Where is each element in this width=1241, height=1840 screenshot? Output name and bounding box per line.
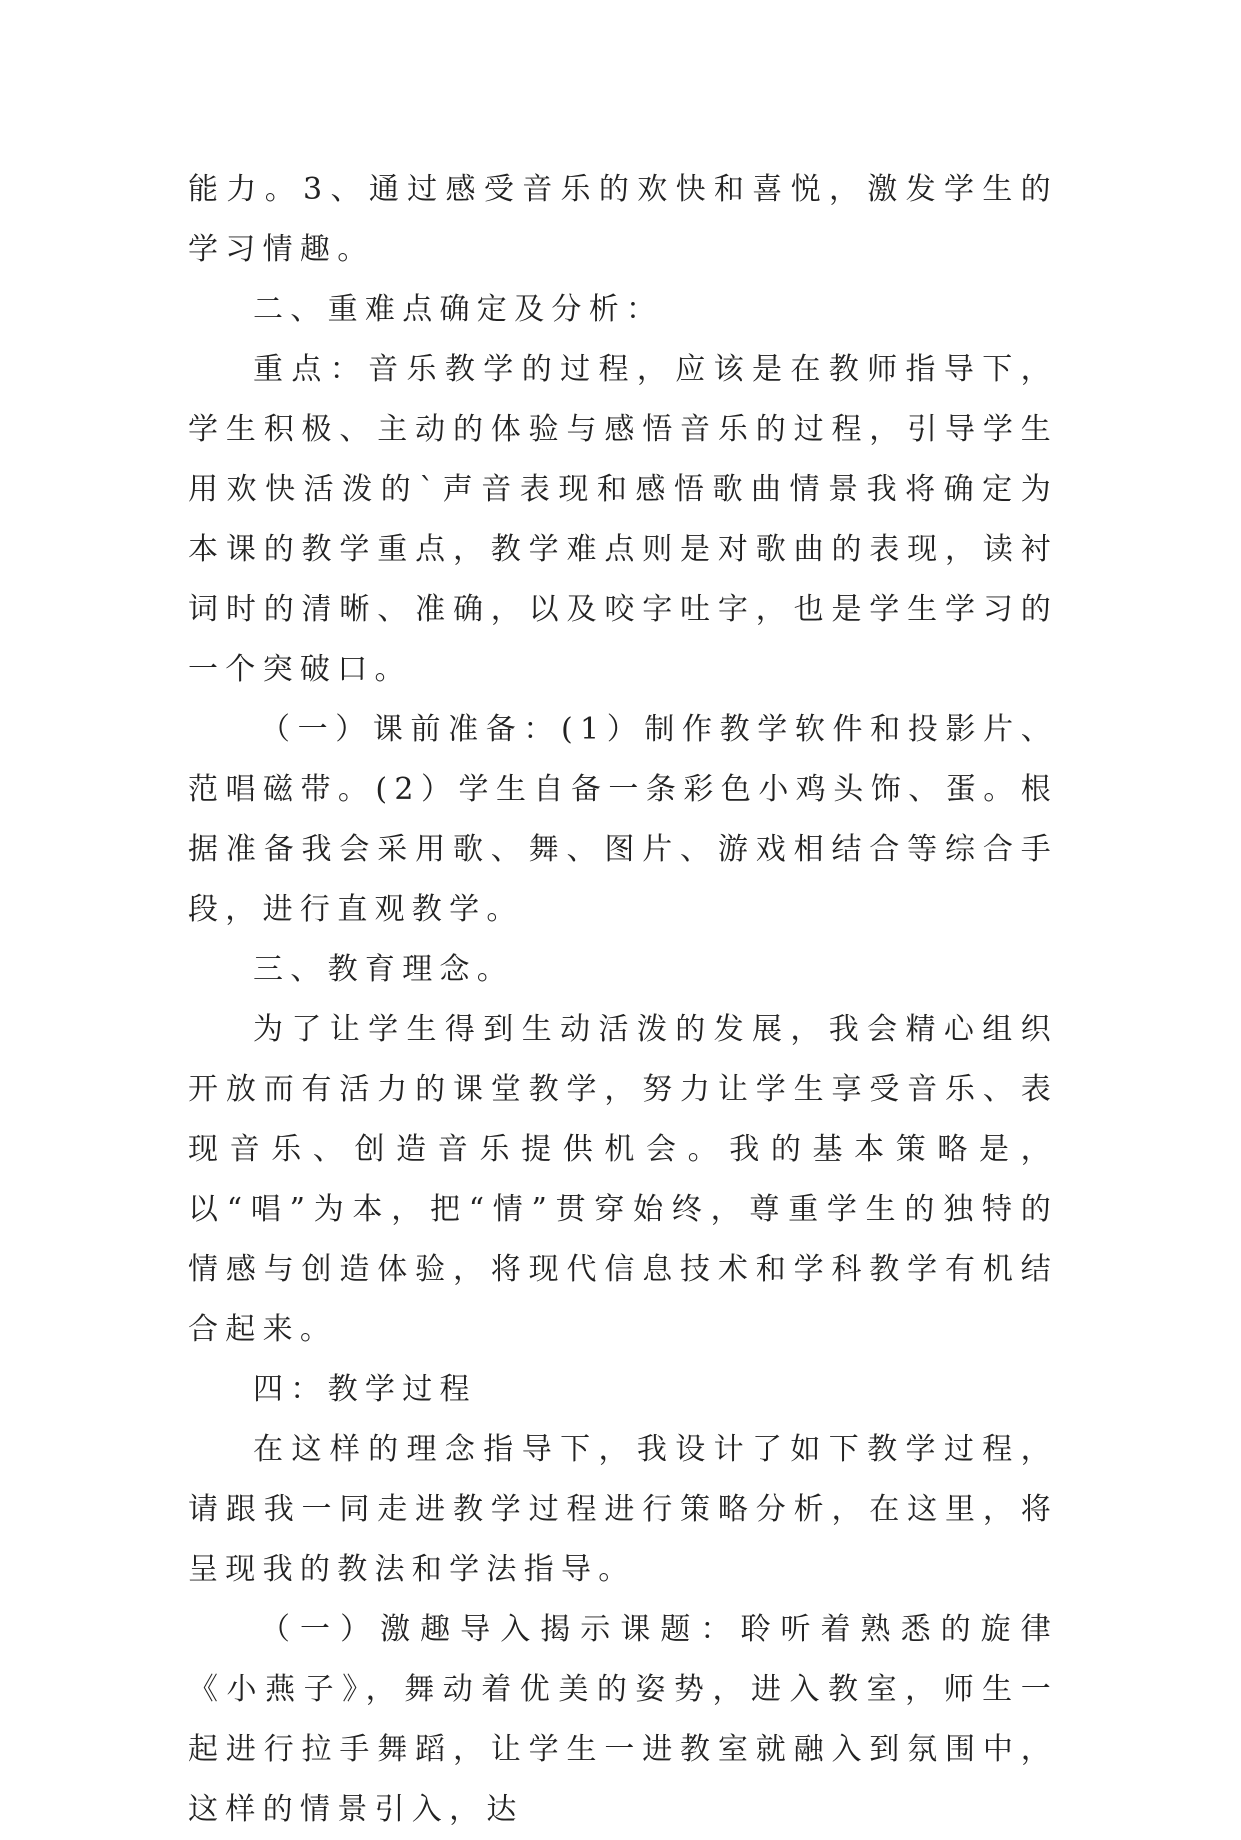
heading-philosophy: 三、教育理念。 (253, 952, 515, 987)
paragraph-key-points: 重点：音乐教学的过程，应该是在教师指导下，学生积极、主动的体验与感悟音乐的过程，引导学生用欢快活泼的`声音表现和感悟歌曲情景我将确定为本课的教学重点，教学难点则是对歌曲的表现，读衬词时的清晰、准确，以及咬字吐字，也是学生学习的一个突破口。 (188, 352, 1058, 687)
paragraph-teaching-process: 在这样的理念指导下，我设计了如下教学过程，请跟我一同走进教学过程进行策略分析，在这里，将呈现我的教法和学法指导。 (188, 1432, 1058, 1587)
paragraph-philosophy: 为了让学生得到生动活泼的发展，我会精心组织开放而有活力的课堂教学，努力让学生享受音乐、表现音乐、创造音乐提供机会。我的基本策略是，以“唱”为本，把“情”贯穿始终，尊重学生的独特的情感与创造体验，将现代信息技术和学科教学有机结合起来。 (188, 1012, 1058, 1347)
heading-key-points: 二、重难点确定及分析： (253, 292, 664, 327)
paragraph-introduction: （一）激趣导入揭示课题：聆听着熟悉的旋律《小燕子》，舞动着优美的姿势，进入教室，师生一起进行拉手舞蹈，让学生一进教室就融入到氛围中，这样的情景引入，达 (188, 1612, 1058, 1827)
document-page (188, 160, 1058, 1840)
heading-teaching-process: 四：教学过程 (253, 1372, 477, 1407)
paragraph-preparation: （一）课前准备：(1）制作教学软件和投影片、范唱磁带。(2）学生自备一条彩色小鸡头饰、蛋。根据准备我会采用歌、舞、图片、游戏相结合等综合手段，进行直观教学。 (188, 712, 1058, 927)
paragraph-ability-continuation: 能力。3、通过感受音乐的欢快和喜悦，激发学生的学习情趣。 (188, 172, 1058, 267)
